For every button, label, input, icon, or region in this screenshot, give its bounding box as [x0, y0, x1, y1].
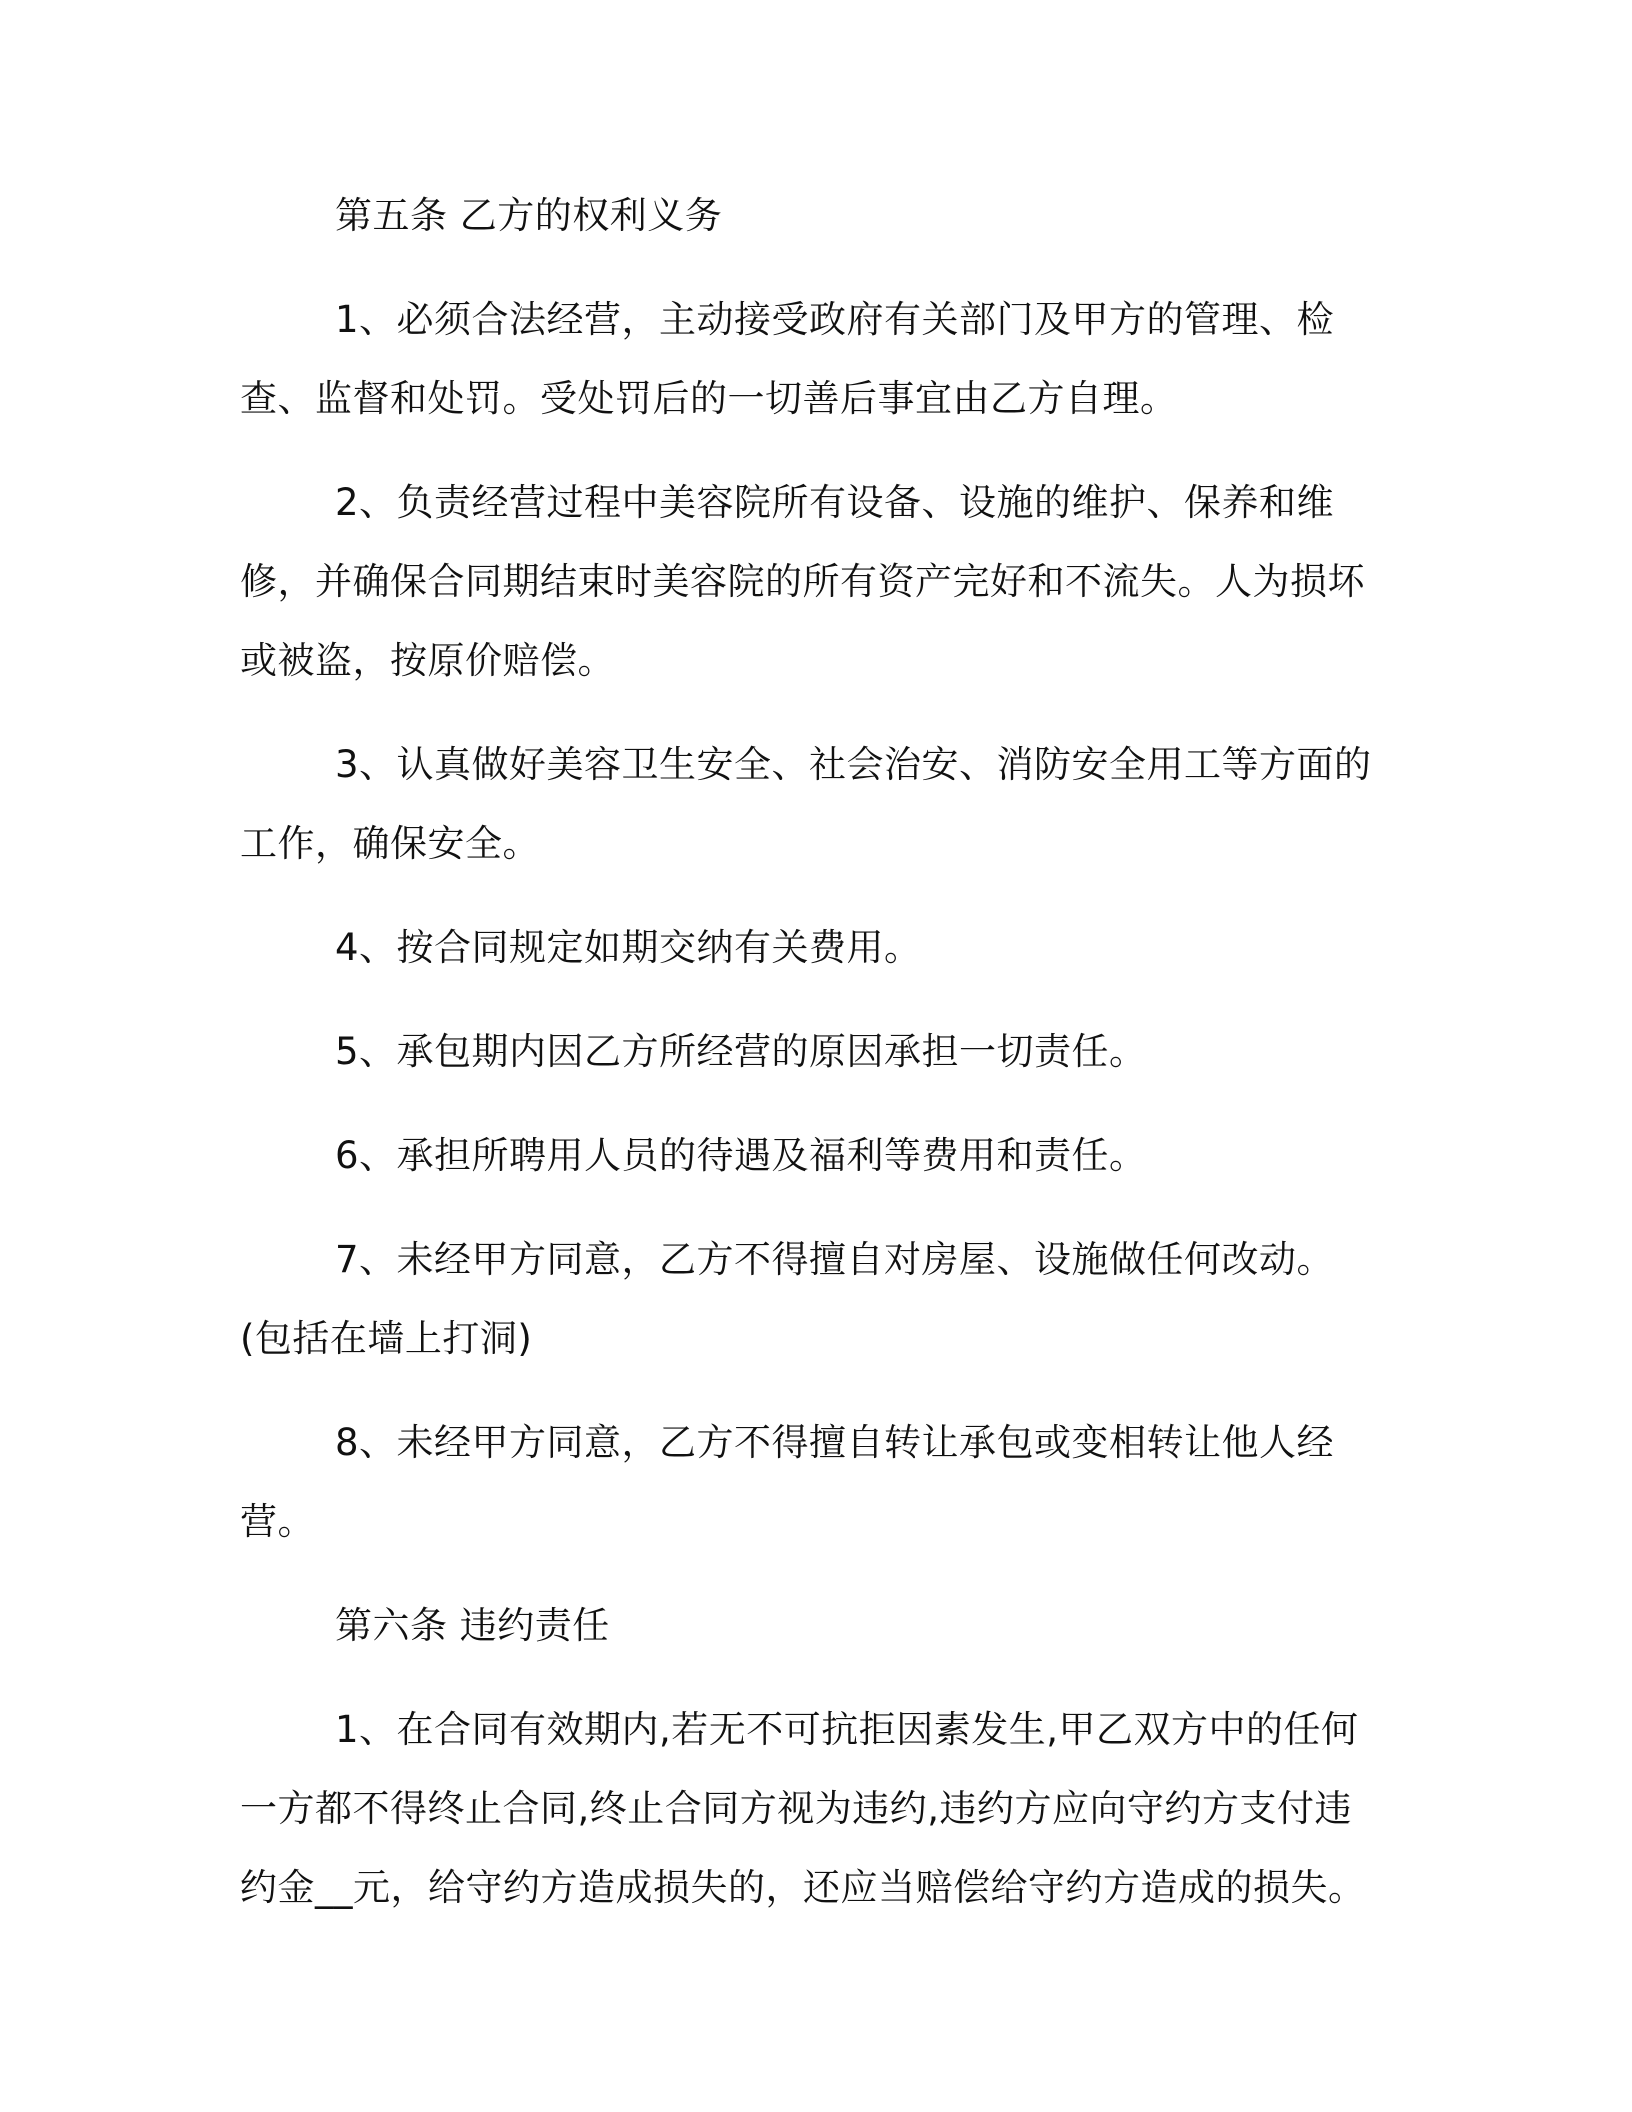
section-heading-article-6: 第六条 违约责任 — [335, 1604, 610, 1647]
article-5-clause-1: 1、必须合法经营，主动接受政府有关部门及甲方的管理、检查、监督和处罚。受处罚后的一切善后事宜由乙方自理。 — [240, 298, 1335, 420]
article-6-clause-1: 1、在合同有效期内,若无不可抗拒因素发生,甲乙双方中的任何一方都不得终止合同,终止合同方视为违约,违约方应向守约方支付违约金__元，给守约方造成损失的，还应当赔偿给守约方造成的损失。 — [240, 1708, 1366, 1909]
article-5-clause-3: 3、认真做好美容卫生安全、社会治安、消防安全用工等方面的工作，确保安全。 — [240, 743, 1372, 865]
document-body — [240, 176, 1385, 1952]
section-heading-article-5: 第五条 乙方的权利义务 — [335, 194, 723, 237]
article-5-clause-4: 4、按合同规定如期交纳有关费用。 — [335, 926, 922, 969]
article-5-clause-8: 8、未经甲方同意，乙方不得擅自转让承包或变相转让他人经营。 — [240, 1421, 1335, 1543]
article-5-clause-7: 7、未经甲方同意，乙方不得擅自对房屋、设施做任何改动。(包括在墙上打洞) — [240, 1238, 1335, 1360]
article-5-clause-6: 6、承担所聘用人员的待遇及福利等费用和责任。 — [335, 1134, 1147, 1177]
article-5-clause-5: 5、承包期内因乙方所经营的原因承担一切责任。 — [335, 1030, 1147, 1073]
article-5-clause-2: 2、负责经营过程中美容院所有设备、设施的维护、保养和维修，并确保合同期结束时美容院的所有资产完好和不流失。人为损坏或被盗，按原价赔偿。 — [240, 481, 1365, 682]
